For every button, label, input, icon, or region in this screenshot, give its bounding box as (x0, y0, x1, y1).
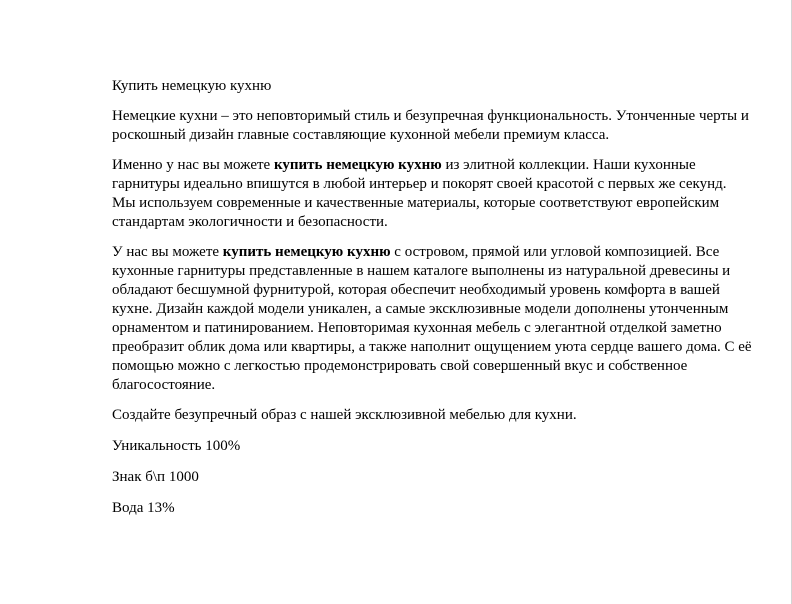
keyword-bold: купить немецкую кухню (273, 157, 442, 173)
stat-water: Вода 13% (112, 500, 175, 516)
paragraph-collection-lead: Именно у нас вы можете (112, 157, 274, 173)
keyword-bold: купить немецкую кухню (222, 244, 391, 260)
stat-char-count: Знак б\п 1000 (112, 469, 199, 485)
paragraph-catalog-rest: с островом, прямой или угловой композицией. Все кухонные гарнитуры представленные в нашем каталоге выполнены из натуральной древесины и обладают бесшумной фурнитурой, которая обеспечит необходимый уровень комфорта в вашей кухне. Дизайн каждой модели уникален, а самые эксклюзивные модели дополнены утонченным орнаментом и патинированием. Неповторимая кухонная мебель с элегантной отделкой заметно преобразит облик дома или квартиры, а также наполнит ощущением уюта сердце вашего дома. С её помощью можно с легкостью продемонстрировать свой совершенный вкус и собственное благосостояние. (112, 244, 752, 393)
paragraph-collection (112, 156, 752, 232)
paragraph-collection-rest: из элитной коллекции. Наши кухонные гарнитуры идеально впишутся в любой интерьер и покорят своей красотой с первых же секунд. Мы используем современные и качественные материалы, которые соответствуют европейским стандартам экологичности и безопасности. (112, 157, 727, 230)
document-body (112, 77, 752, 530)
paragraph-closing: Создайте безупречный образ с нашей эксклюзивной мебелью для кухни. (112, 407, 577, 423)
paragraph-intro: Немецкие кухни – это неповторимый стиль и безупречная функциональность. Утонченные черты и роскошный дизайн главные составляющие кухонной мебели премиум класса. (112, 108, 749, 143)
paragraph-catalog-lead: У нас вы можете (112, 244, 223, 260)
document-title: Купить немецкую кухню (112, 78, 272, 94)
paragraph-catalog (112, 243, 752, 395)
stat-uniqueness: Уникальность 100% (112, 438, 241, 454)
